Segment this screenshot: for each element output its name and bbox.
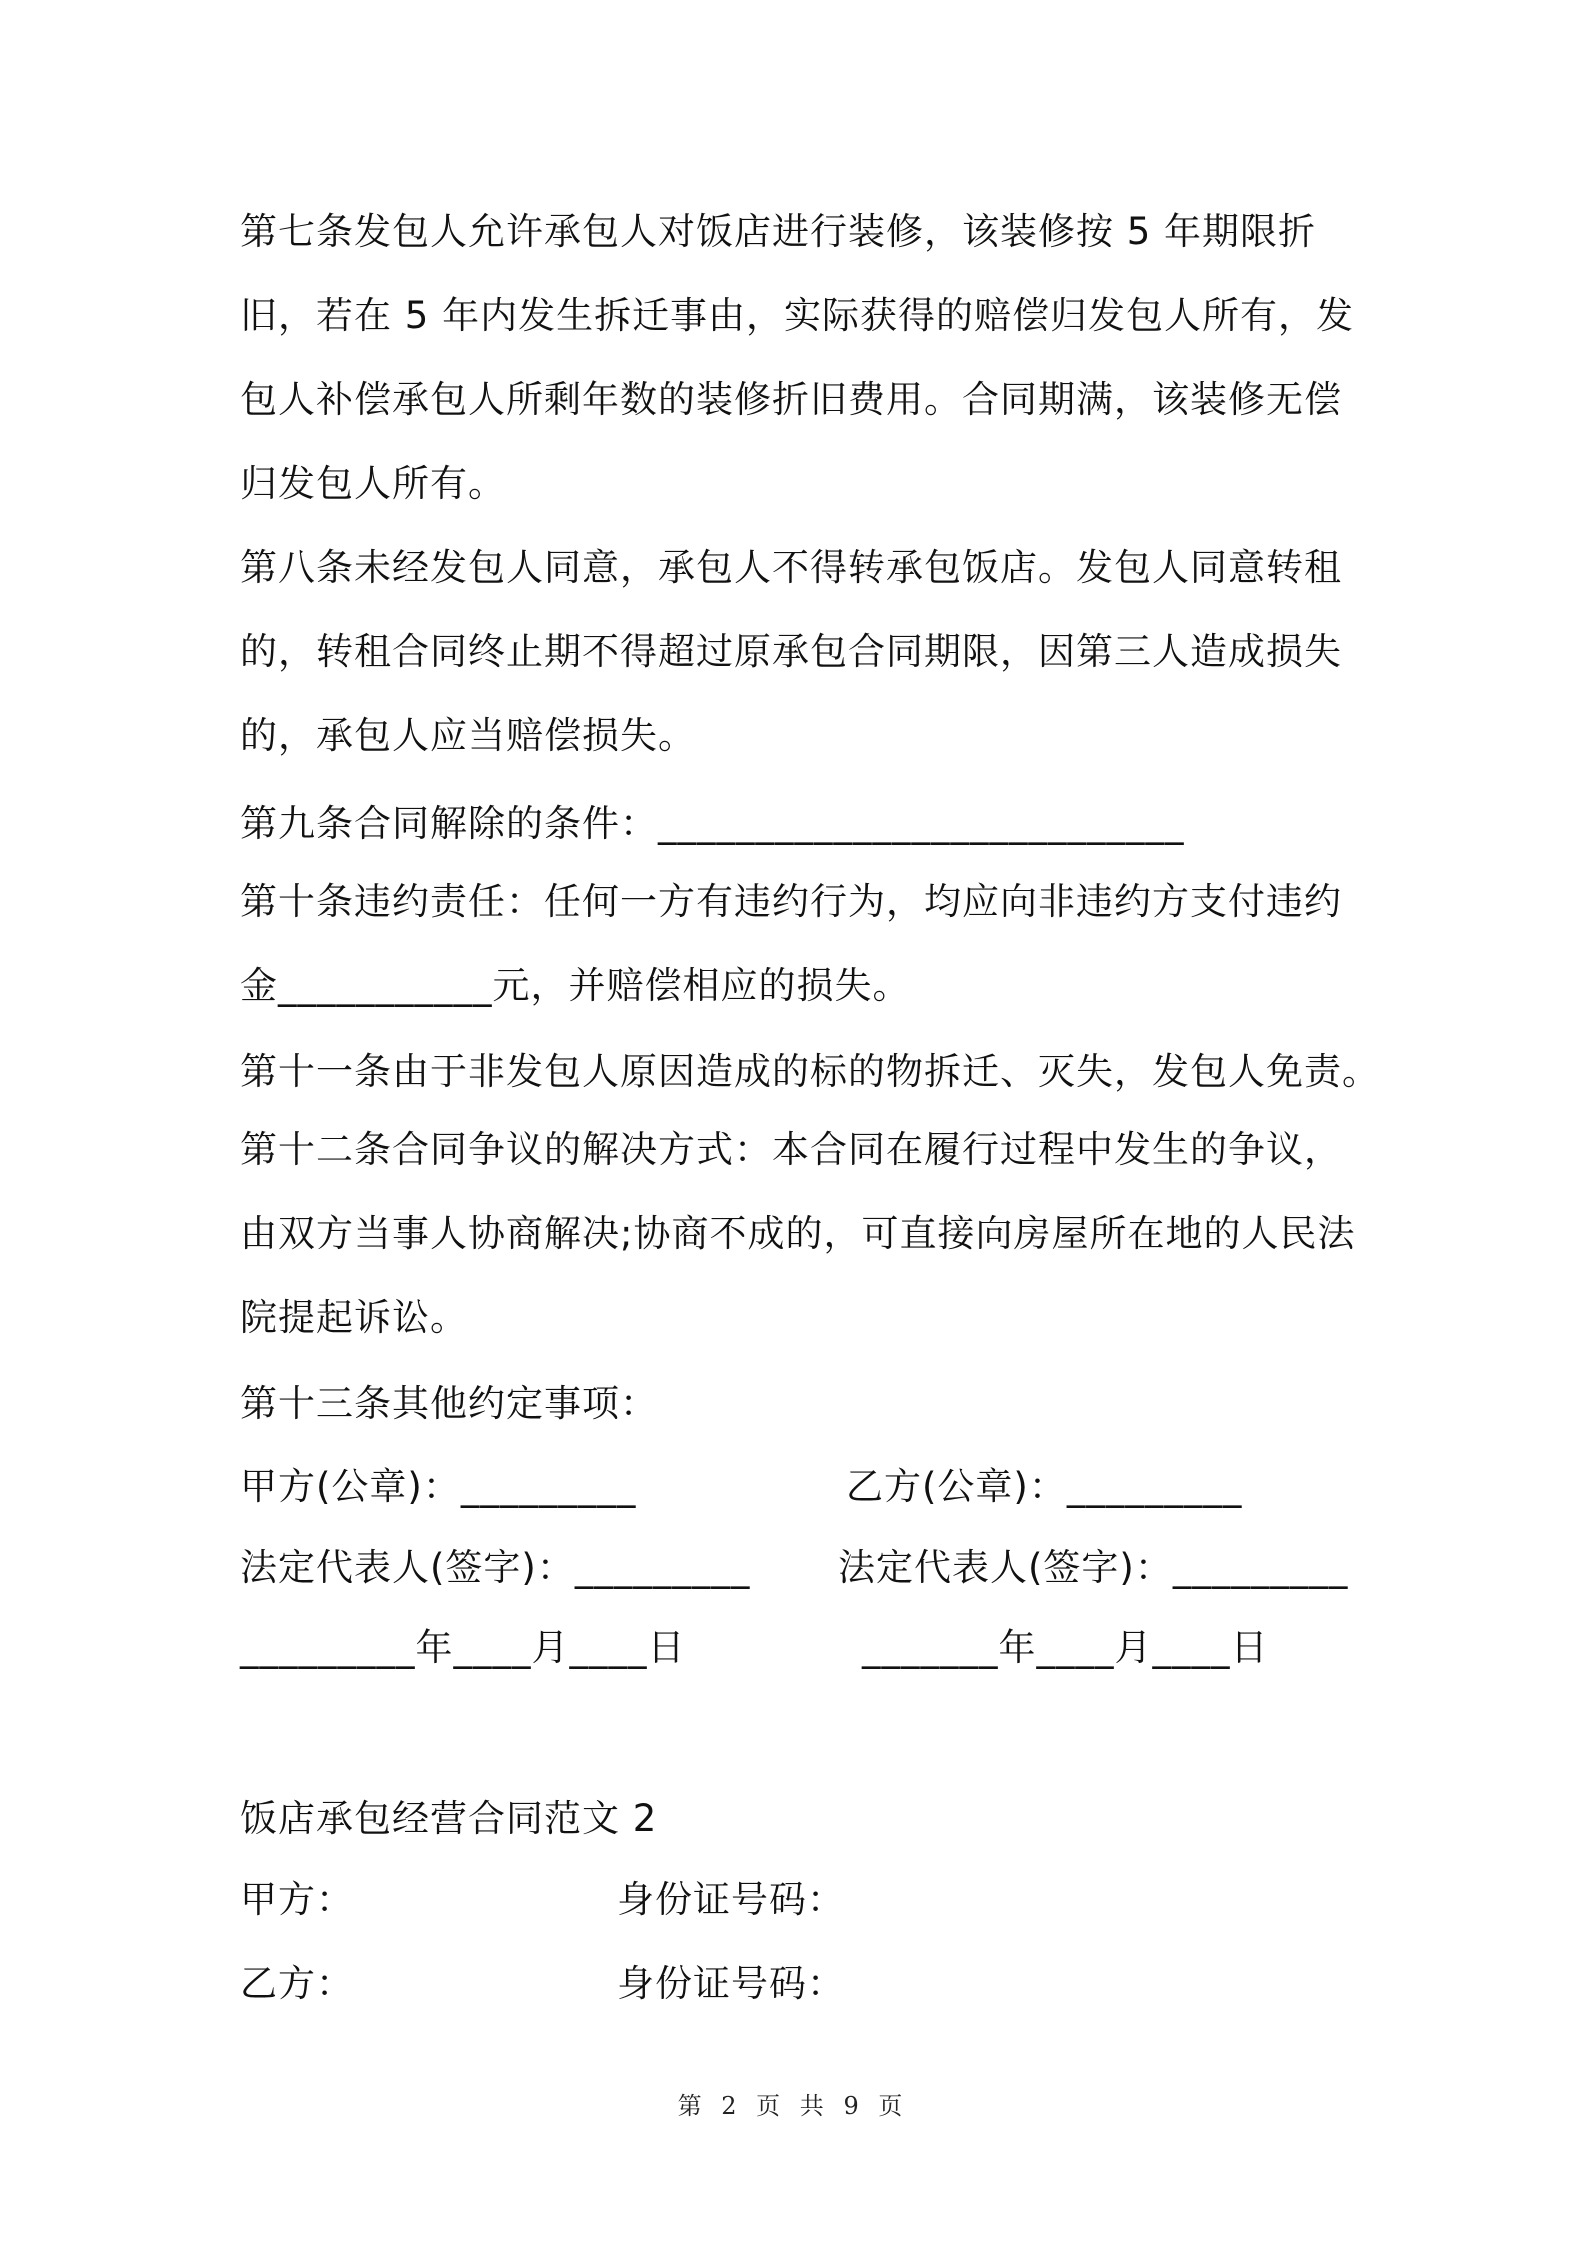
party-b-label: 乙方：	[240, 1962, 354, 2005]
legal-rep-b-field: 法定代表人(签字)：_________	[838, 1546, 1349, 1589]
article-8-paragraph: 第八条未经发包人同意，承包人不得转承包饭店。发包人同意转租的，转租合同终止期不得超过原承包合同期限，因第三人造成损失的，承包人应当赔偿损失。	[240, 546, 1342, 757]
date-b-field: _______年____月____日	[862, 1626, 1269, 1669]
article-13-line: 第十三条其他约定事项：	[240, 1382, 658, 1425]
legal-rep-a-field: 法定代表人(签字)：_________	[240, 1546, 751, 1589]
party-a-label: 甲方：	[240, 1878, 354, 1921]
date-a-field: _________年____月____日	[240, 1626, 686, 1669]
party-b-seal-field: 乙方(公章)：_________	[846, 1465, 1243, 1508]
party-a-seal-field: 甲方(公章)：_________	[240, 1465, 637, 1508]
page-number-footer: 第 2 页 共 9 页	[677, 2092, 909, 2120]
party-a-id-label: 身份证号码：	[617, 1878, 845, 1921]
second-contract-title: 饭店承包经营合同范文 2	[240, 1797, 658, 1840]
article-7-paragraph: 第七条发包人允许承包人对饭店进行装修，该装修按 5 年期限折旧，若在 5 年内发生拆迁事由，实际获得的赔偿归发包人所有，发包人补偿承包人所剩年数的装修折旧费用。合同期满，该装修无偿归发包人所有。	[240, 210, 1355, 505]
party-b-id-label: 身份证号码：	[617, 1962, 845, 2005]
article-11-line: 第十一条由于非发包人原因造成的标的物拆迁、灭失，发包人免责。	[240, 1050, 1380, 1093]
article-12-paragraph: 第十二条合同争议的解决方式：本合同在履行过程中发生的争议，由双方当事人协商解决;协商不成的，可直接向房屋所在地的人民法院提起诉讼。	[240, 1128, 1356, 1339]
article-10-paragraph: 第十条违约责任：任何一方有违约行为，均应向非违约方支付违约金___________元，并赔偿相应的损失。	[240, 880, 1342, 1007]
article-9-line: 第九条合同解除的条件：___________________________	[240, 802, 1185, 845]
